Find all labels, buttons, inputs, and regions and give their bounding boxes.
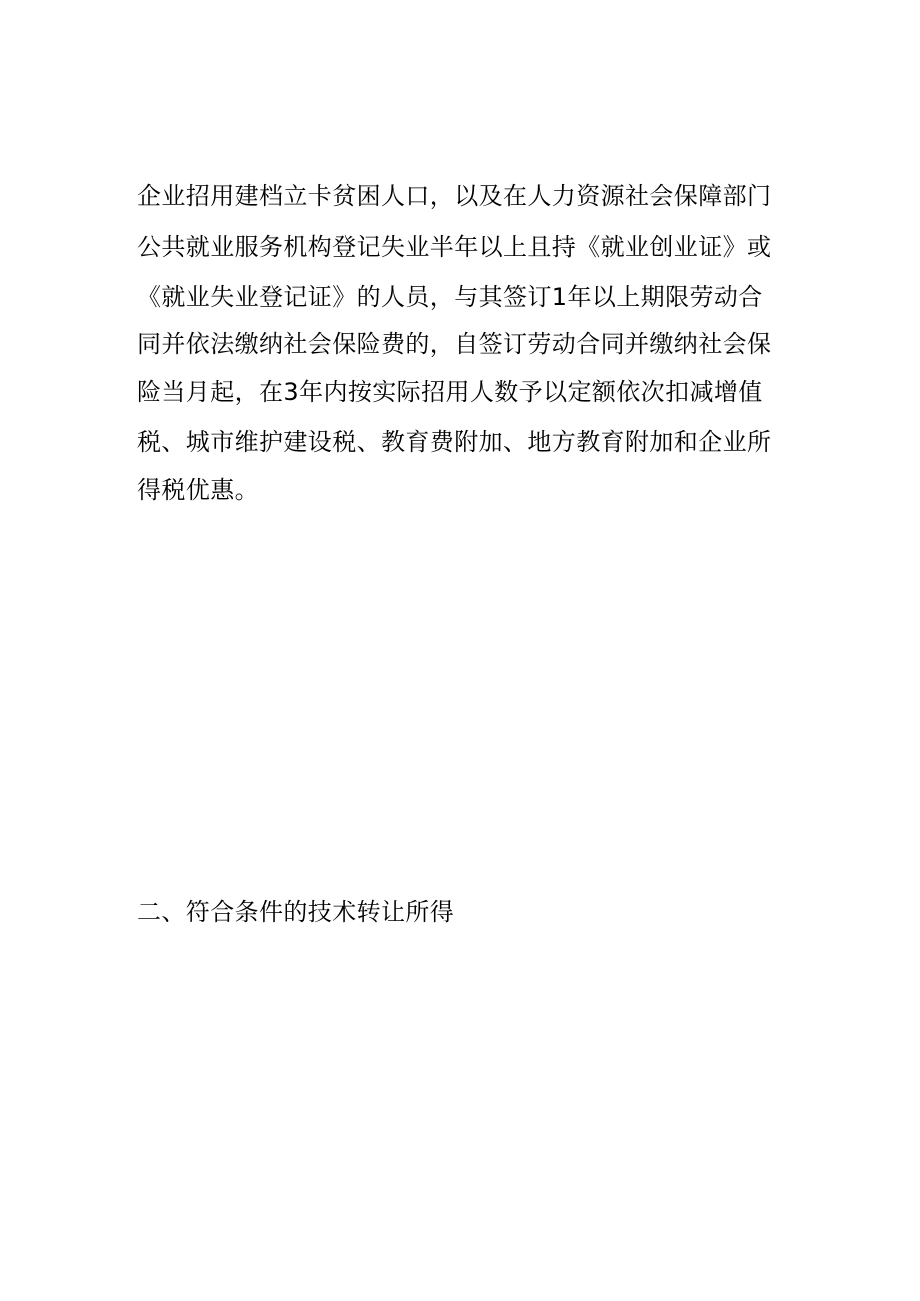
paragraph-line: 《就业失业登记证》的人员，与其签订1年以上期限劳动合 [137, 283, 763, 311]
paragraph-line: 企业招用建档立卡贫困人口，以及在人力资源社会保障部门 [137, 182, 772, 210]
paragraph-line: 得税优惠。 [137, 476, 259, 504]
paragraph-line: 税、城市维护建设税、教育费附加、地方教育附加和企业所 [137, 428, 772, 456]
paragraph-line: 公共就业服务机构登记失业半年以上且持《就业创业证》或 [137, 233, 772, 261]
paragraph-line: 同并依法缴纳社会保险费的，自签订劳动合同并缴纳社会保 [137, 330, 772, 358]
paragraph-line: 险当月起，在3年内按实际招用人数予以定额依次扣减增值 [137, 378, 763, 406]
section-heading: 二、符合条件的技术转让所得 [137, 898, 455, 926]
